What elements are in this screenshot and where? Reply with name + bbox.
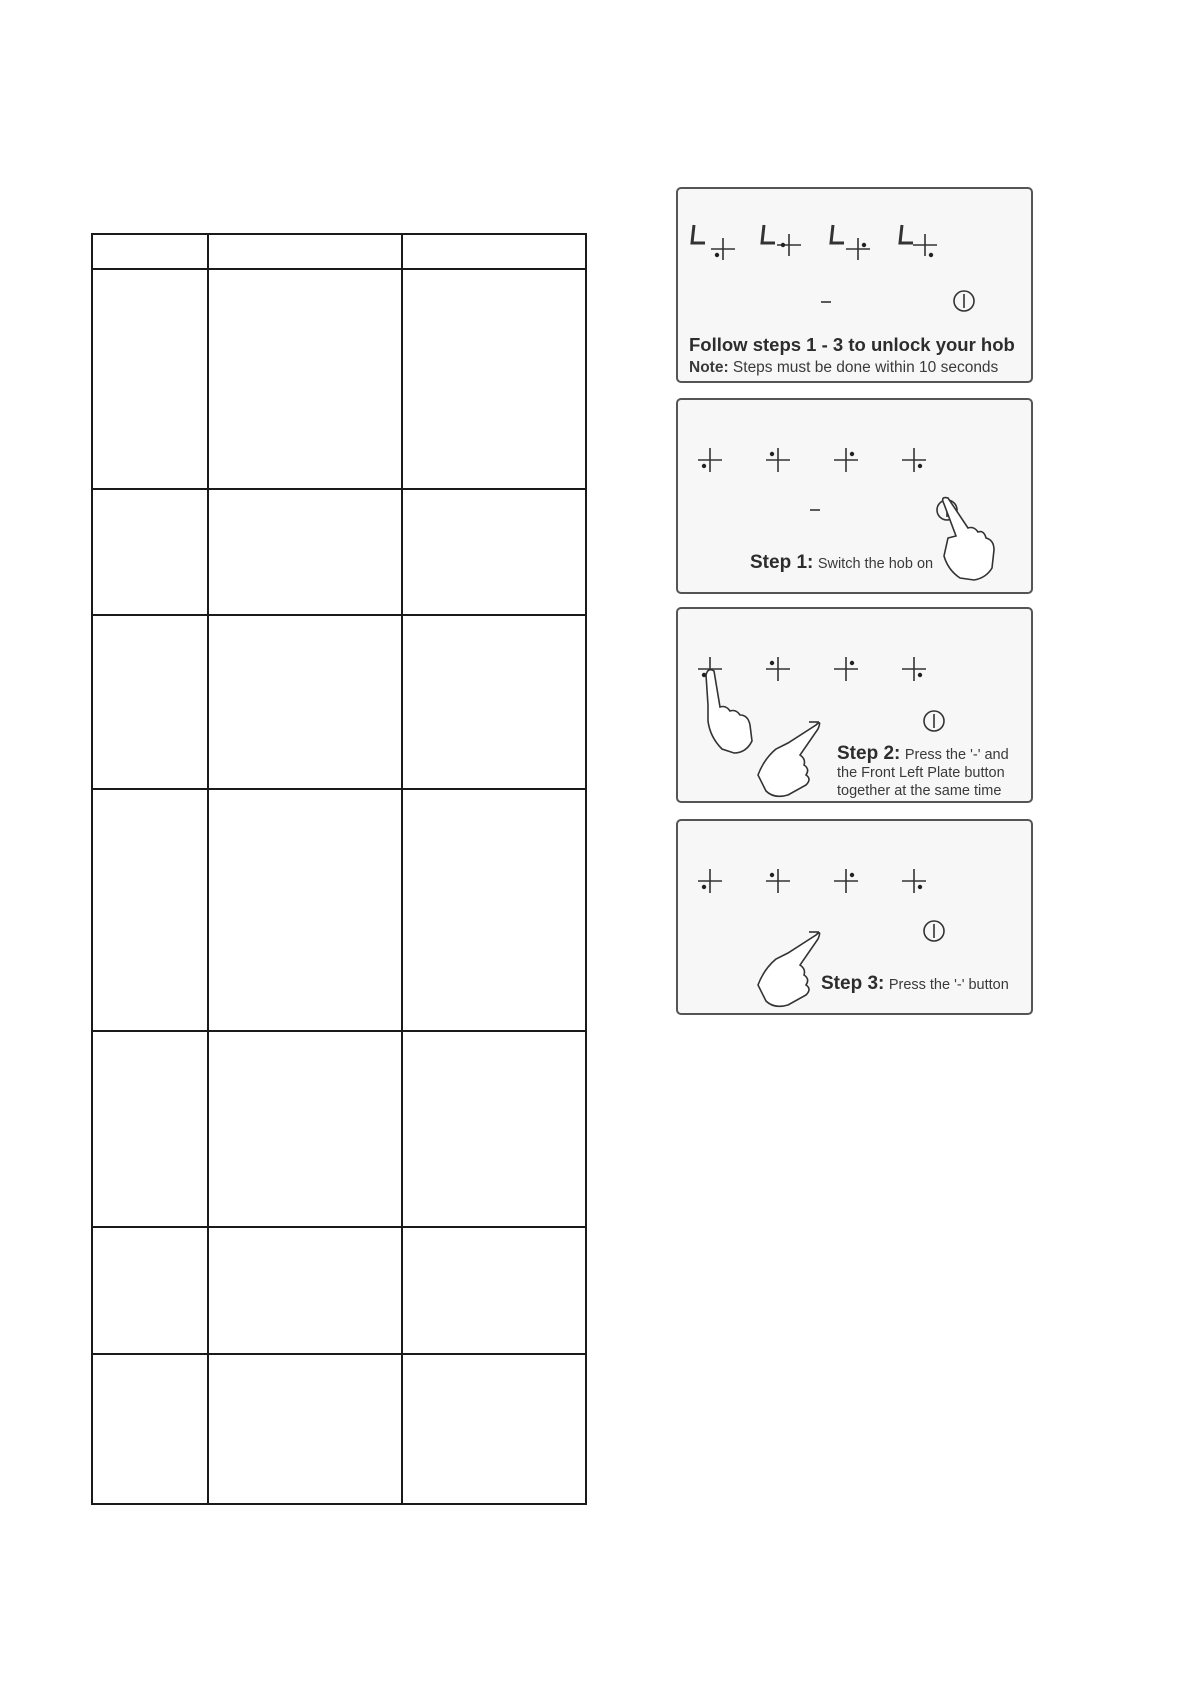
table-row (92, 1031, 586, 1227)
table-cell (208, 615, 402, 789)
table-cell (402, 1354, 586, 1504)
table-row (92, 1354, 586, 1504)
table-cell (92, 1031, 208, 1227)
plate-position-icon (913, 234, 937, 256)
plate-position-icon (766, 869, 790, 893)
table-cell (402, 1227, 586, 1354)
power-button-icon (954, 291, 974, 311)
step3-caption (821, 973, 1009, 995)
step3-text: Press the '-' button (888, 977, 1009, 993)
power-button-icon (924, 921, 944, 941)
table-cell (402, 234, 586, 269)
lock-symbol-icon (831, 225, 844, 243)
table-cell (208, 1354, 402, 1504)
pointing-hand-icon (758, 723, 820, 797)
table-cell (92, 269, 208, 489)
table-cell (92, 489, 208, 615)
empty-grid-table (91, 233, 587, 1505)
plate-position-icon (902, 657, 926, 681)
unlock-headline: Follow steps 1 - 3 to unlock your hob (689, 334, 1015, 355)
lock-symbol-icon (900, 225, 913, 243)
table-row (92, 615, 586, 789)
table-cell (92, 1227, 208, 1354)
step2-text-line1: Press the '-' and (904, 747, 1009, 763)
table-cell (92, 615, 208, 789)
table-cell (208, 269, 402, 489)
step1-caption (750, 552, 933, 574)
plate-position-icon (698, 448, 722, 472)
note-label: Note: (689, 359, 729, 376)
table-header-row (92, 234, 586, 269)
plate-position-icon (834, 869, 858, 893)
step1-panel (676, 398, 1033, 594)
table-row (92, 789, 586, 1031)
step2-caption (837, 745, 1027, 800)
pointing-hand-icon (943, 498, 994, 580)
step2-text-line2: the Front Left Plate button (837, 765, 1005, 781)
plate-position-icon (766, 448, 790, 472)
lock-symbol-icon (762, 225, 775, 243)
table-cell (402, 789, 586, 1031)
table-row (92, 489, 586, 615)
step2-title: Step 2: (837, 743, 901, 764)
plate-position-icon (834, 657, 858, 681)
table-cell (208, 789, 402, 1031)
step2-panel (676, 607, 1033, 803)
note-line (689, 359, 998, 377)
pointing-hand-icon (758, 933, 820, 1007)
step1-title: Step 1: (750, 552, 814, 573)
unlock-intro-panel (676, 187, 1033, 383)
lock-symbol-icon (692, 225, 705, 243)
step3-title: Step 3: (821, 973, 885, 994)
table-cell (402, 489, 586, 615)
plate-position-icon (902, 448, 926, 472)
plate-position-icon (777, 234, 801, 256)
power-button-icon (924, 711, 944, 731)
note-text: Steps must be done within 10 seconds (732, 359, 999, 376)
plate-position-icon (846, 238, 870, 260)
step2-text-line3: together at the same time (837, 783, 1002, 799)
table-cell (92, 1354, 208, 1504)
step3-panel (676, 819, 1033, 1015)
pointing-hand-icon (706, 670, 752, 753)
table-cell (402, 615, 586, 789)
table-cell (92, 789, 208, 1031)
plate-position-icon (834, 448, 858, 472)
table-row (92, 1227, 586, 1354)
plate-position-icon (711, 238, 735, 260)
table-cell (402, 269, 586, 489)
table-cell (92, 234, 208, 269)
table-cell (208, 489, 402, 615)
plate-position-icon (698, 869, 722, 893)
table-cell (402, 1031, 586, 1227)
table-cell (208, 234, 402, 269)
plate-position-icon (902, 869, 926, 893)
table-cell (208, 1227, 402, 1354)
plate-position-icon (766, 657, 790, 681)
step1-text: Switch the hob on (817, 556, 934, 572)
table-cell (208, 1031, 402, 1227)
table-row (92, 269, 586, 489)
